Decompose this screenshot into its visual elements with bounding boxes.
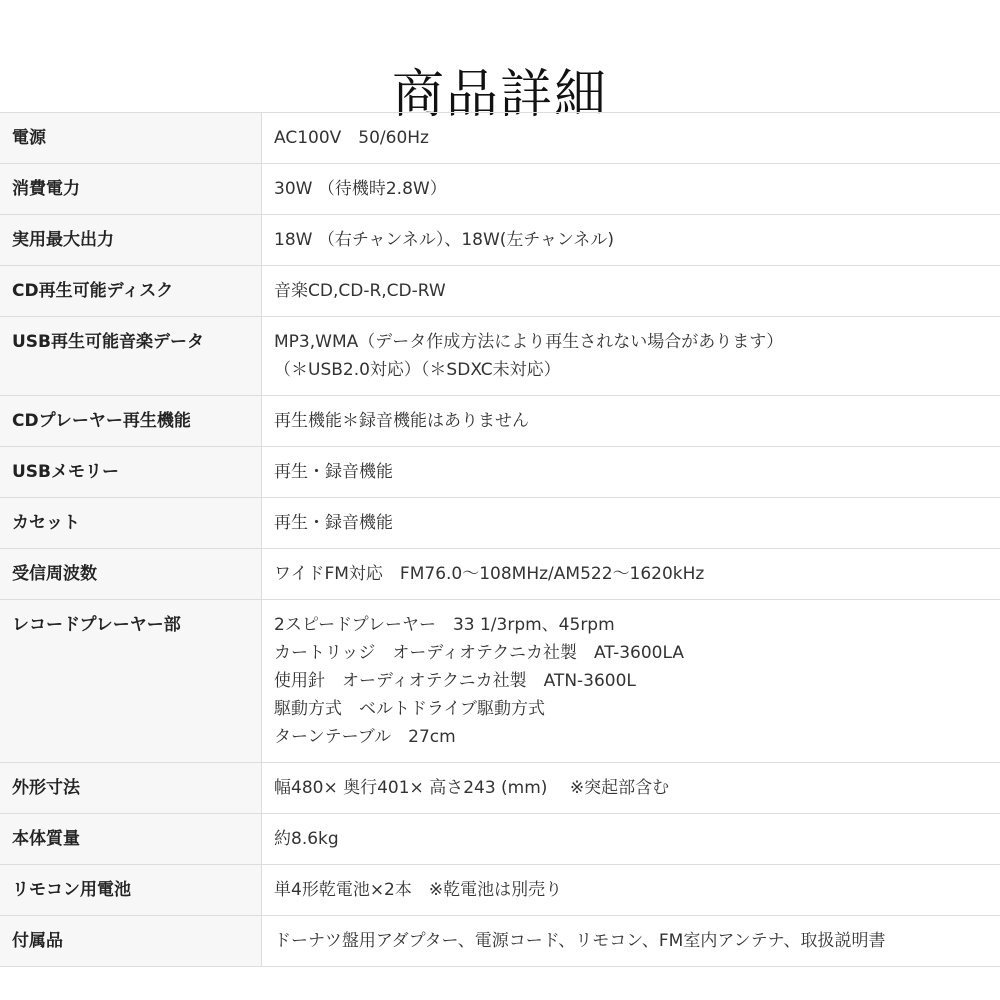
spec-row-power-consumption — [0, 164, 1000, 215]
spec-value-line: 再生機能＊録音機能はありません — [274, 411, 529, 431]
page-title: 商品詳細 — [391, 64, 608, 125]
spec-row-remote-batteries — [0, 865, 1000, 916]
spec-label: CD再生可能ディスク — [0, 266, 262, 317]
spec-row-accessories — [0, 916, 1000, 967]
spec-value — [262, 113, 1000, 164]
spec-row-cd-discs — [0, 266, 1000, 317]
spec-value-line: ターンテーブル 27cm — [274, 727, 456, 747]
spec-value — [262, 865, 1000, 916]
spec-value — [262, 600, 1000, 763]
spec-value — [262, 215, 1000, 266]
spec-value-line: 単4形乾電池×2本 ※乾電池は別売り — [274, 880, 563, 900]
spec-value-line: MP3,WMA（データ作成方法により再生されない場合があります） — [274, 332, 784, 352]
spec-value — [262, 164, 1000, 215]
spec-value — [262, 814, 1000, 865]
spec-row-max-output — [0, 215, 1000, 266]
spec-label: 外形寸法 — [0, 763, 262, 814]
spec-value — [262, 266, 1000, 317]
spec-row-cassette — [0, 498, 1000, 549]
spec-value-line: 2スピードプレーヤー 33 1/3rpm、45rpm — [274, 615, 615, 635]
spec-value — [262, 498, 1000, 549]
spec-value-line: 約8.6kg — [274, 829, 339, 849]
spec-row-usb-memory — [0, 447, 1000, 498]
spec-value-line: （＊USB2.0対応）（＊SDXC未対応） — [274, 360, 561, 380]
spec-label: 付属品 — [0, 916, 262, 967]
spec-value — [262, 916, 1000, 967]
spec-row-reception-frequency — [0, 549, 1000, 600]
spec-value — [262, 763, 1000, 814]
spec-label: USB再生可能音楽データ — [0, 317, 262, 396]
spec-value-line: AC100V 50/60Hz — [274, 128, 429, 148]
spec-value-line: 駆動方式 ベルトドライブ駆動方式 — [274, 699, 545, 719]
spec-label: 実用最大出力 — [0, 215, 262, 266]
spec-label: USBメモリー — [0, 447, 262, 498]
spec-row-cd-player-functions — [0, 396, 1000, 447]
spec-value-line: 30W （待機時2.8W） — [274, 179, 447, 199]
spec-value-line: 再生・録音機能 — [274, 462, 393, 482]
spec-value-line: ワイドFM対応 FM76.0～108MHz/AM522～1620kHz — [274, 564, 705, 584]
spec-label: レコードプレーヤー部 — [0, 600, 262, 763]
spec-value-line: 再生・録音機能 — [274, 513, 393, 533]
spec-label: CDプレーヤー再生機能 — [0, 396, 262, 447]
spec-value-line: 音楽CD,CD-R,CD-RW — [274, 281, 446, 301]
spec-value-line: 幅480× 奥行401× 高さ243 (mm) ※突起部含む — [274, 778, 670, 798]
spec-row-dimensions — [0, 763, 1000, 814]
spec-value-line: ドーナツ盤用アダプター、電源コード、リモコン、FM室内アンテナ、取扱説明書 — [274, 931, 886, 951]
spec-value — [262, 447, 1000, 498]
spec-row-power-source — [0, 113, 1000, 164]
spec-value-line: カートリッジ オーディオテクニカ社製 AT-3600LA — [274, 643, 684, 663]
spec-label: 消費電力 — [0, 164, 262, 215]
spec-label: 受信周波数 — [0, 549, 262, 600]
spec-table — [0, 112, 1000, 967]
spec-value-line: 18W （右チャンネル）、18W(左チャンネル) — [274, 230, 615, 250]
spec-row-usb-music-data — [0, 317, 1000, 396]
spec-value — [262, 396, 1000, 447]
spec-row-weight — [0, 814, 1000, 865]
spec-value — [262, 549, 1000, 600]
spec-value — [262, 317, 1000, 396]
spec-label: 電源 — [0, 113, 262, 164]
spec-label: カセット — [0, 498, 262, 549]
spec-label: 本体質量 — [0, 814, 262, 865]
spec-label: リモコン用電池 — [0, 865, 262, 916]
spec-row-record-player — [0, 600, 1000, 763]
spec-value-line: 使用針 オーディオテクニカ社製 ATN-3600L — [274, 671, 636, 691]
